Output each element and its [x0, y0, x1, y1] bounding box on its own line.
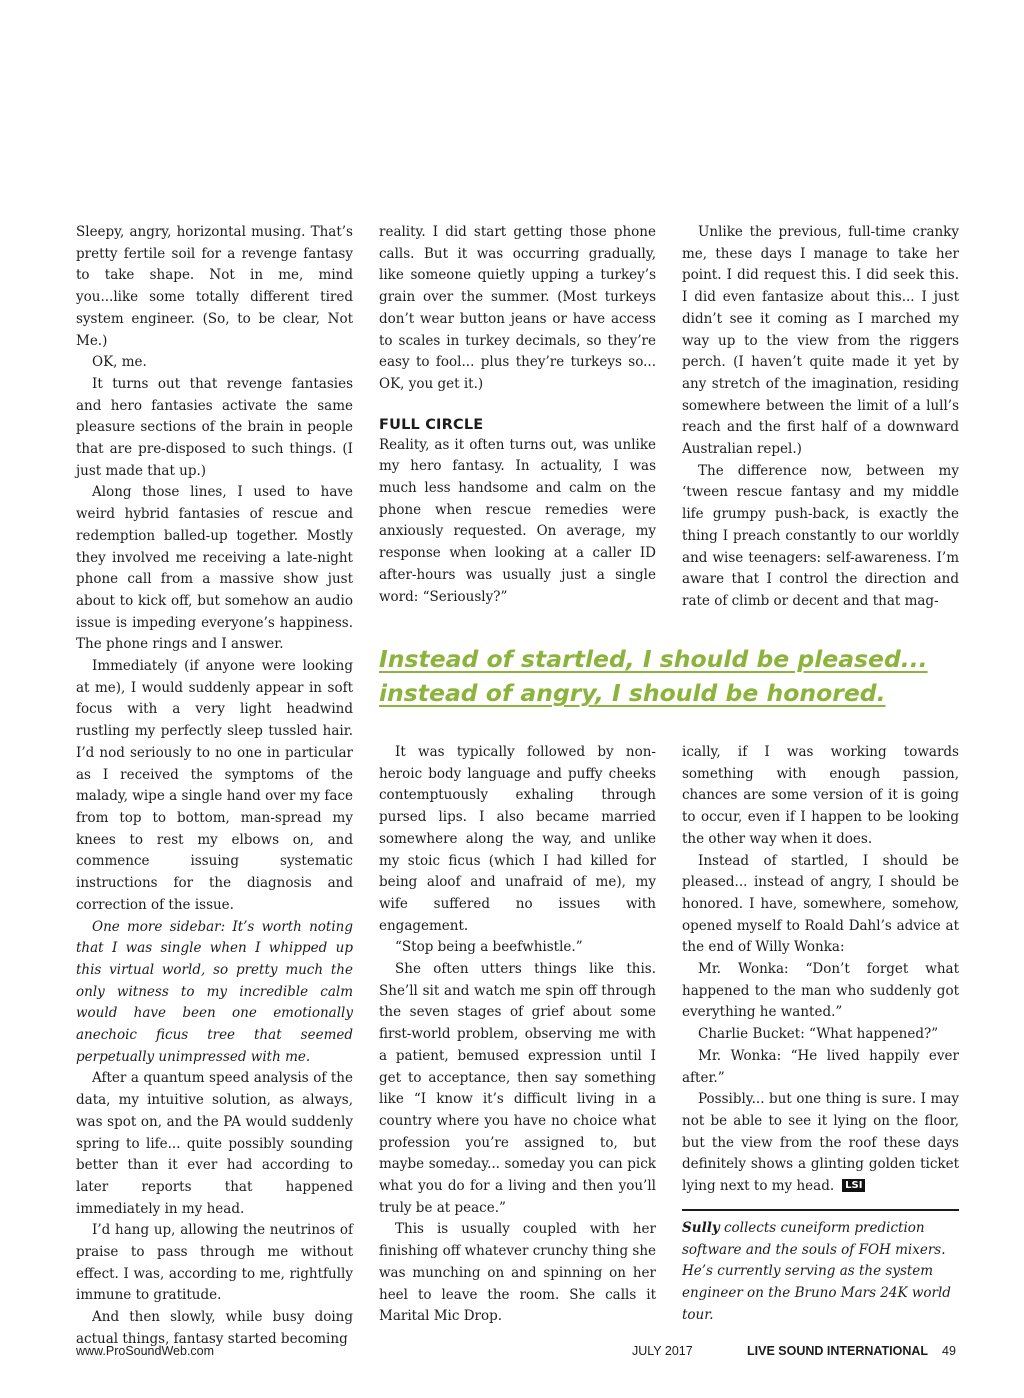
paragraph: It was typically followed by non-heroic body language and puffy cheeks contemptuously exhaling through pursed lips. I also became married somewhere along the way, and unlike my stoic ficus (which I had killed for being aloof and unafraid of me), my wife suffered no issues with engagement.: [379, 744, 656, 934]
paragraph: And then slowly, while busy doing actual things, fantasy started becoming: [76, 1309, 353, 1347]
pull-quote-line-2: instead of angry, I should be honored.: [379, 679, 886, 707]
footer-date: JULY 2017: [632, 1344, 693, 1358]
paragraph: I’d hang up, allowing the neutrinos of praise to pass through me without effect. I was, according to me, rightfully immune to gratitude.: [76, 1222, 353, 1304]
paragraph: The difference now, between my ‘tween rescue fantasy and my middle life grumpy push-back, is exactly the thing I preach constantly to our worldly and wise teenagers: self-awareness. I’m aware that I control the direction and rate of climb or decent and that mag-: [682, 462, 959, 609]
paragraph: She often utters things like this. She’ll sit and watch me spin off through the seven stages of grief about some first-world problem, observing me with a patient, bemused expression until I get to acceptance, then say something like “I know it’s difficult living in a country where you have no choice what profession you’re assigned to, but maybe someday... someday you can pick what you do for a living and then you’ll truly be at peace.”: [379, 961, 656, 1216]
author-name: Sully: [682, 1220, 720, 1236]
paragraph: Sleepy, angry, horizontal musing. That’s pretty fertile soil for a revenge fantasy to take shape. Not in me, mind you...like some totally different tired system engineer. (So, to be clear, Not Me.): [76, 224, 353, 349]
paragraph: Charlie Bucket: “What happened?”: [698, 1026, 939, 1043]
footer-magazine-title: LIVE SOUND INTERNATIONAL: [747, 1344, 929, 1358]
paragraph: “Stop being a beefwhistle.”: [395, 939, 583, 956]
paragraph: Instead of startled, I should be pleased... instead of angry, I should be honored. I have, somewhere, somehow, opened myself to Roald Dahl’s advice at the end of Willy Wonka:: [682, 852, 959, 956]
paragraph: [682, 1089, 959, 1198]
paragraph-text: Possibly... but one thing is sure. I may not be able to see it lying on the floor, but the view from the roof these days definitely shows a glinting golden ticket lying next to my head.: [682, 1091, 959, 1195]
footer-url: www.ProSoundWeb.com: [76, 1344, 215, 1358]
article-column-2: [379, 222, 656, 608]
bio-divider: [682, 1209, 959, 1211]
paragraph: ically, if I was working towards something with enough passion, chances are some version of it is going to occur, even if I happen to be looking the other way when it does.: [682, 744, 959, 847]
paragraph: Mr. Wonka: “He lived happily ever after.”: [682, 1047, 959, 1086]
section-subhead: FULL CIRCLE: [379, 416, 484, 433]
author-bio: [682, 1218, 959, 1327]
paragraph: reality. I did start getting those phone calls. But it was occurring gradually, like someone quietly upping a turkey’s grain over the summer. (Most turkeys don’t wear button jeans or have access to scales in turkey decimals, so they’re easy to fool... plus they’re turkeys so... OK, you get it.): [379, 224, 656, 392]
page-number: 49: [942, 1344, 956, 1358]
end-mark-logo: LSI: [842, 1179, 865, 1192]
paragraph: Mr. Wonka: “Don’t forget what happened to the man who suddenly got everything he wanted.”: [682, 961, 959, 1021]
paragraph: It turns out that revenge fantasies and hero fantasies activate the same pleasure sections of the brain in people that are pre-disposed to such things. (I just made that up.): [76, 375, 353, 479]
paragraph: Immediately (if anyone were looking at me), I would suddenly appear in soft focus with a very light headwind rustling my perfectly sleep tussled hair. I’d nod seriously to no one in particular as I received the symptoms of the malady, wipe a single hand over my face from top to bottom, man-spread my knees to rest my elbows on, and commence issuing systematic instructions for the diagnosis and correction of the issue.: [76, 658, 353, 913]
pull-quote-line-1: Instead of startled, I should be pleased...: [379, 645, 928, 673]
paragraph: Reality, as it often turns out, was unlike my hero fantasy. In actuality, I was much less handsome and calm on the phone when rescue remedies were anxiously requested. On average, my response when looking at a caller ID after-hours was usually just a single word: “Seriously?”: [379, 436, 656, 605]
article-column-1: [76, 222, 353, 1351]
article-column-3: [682, 222, 959, 613]
paragraph: This is usually coupled with her finishing off whatever crunchy thing she was munching on and spinning on her heel to leave the room. She calls it Marital Mic Drop.: [379, 1221, 656, 1325]
pull-quote: [379, 642, 969, 710]
paragraph: After a quantum speed analysis of the data, my intuitive solution, as always, was spot on, and the PA would suddenly spring to life... quite possibly sounding better than it ever had according to later reports that happened immediately in my head.: [76, 1070, 353, 1217]
article-column-3-lower: [682, 742, 959, 1198]
paragraph: Unlike the previous, full-time cranky me, these days I manage to take her point. I did request this. I did seek this. I did even fantasize about this... I just didn’t see it coming as I marched my way up to the view from the riggers perch. (I haven’t quite made it yet by any stretch of the imagination, residing somewhere between the limit of a lull’s reach and the first half of a downward Australian repel.): [682, 224, 959, 458]
author-bio-text: collects cuneiform prediction software and the souls of FOH mixers. He’s currently serving as the system engineer on the Bruno Mars 24K world tour.: [682, 1220, 951, 1323]
sidebar-paragraph: One more sidebar: It’s worth noting that I was single when I whipped up this virtual world, so pretty much the only witness to my incredible calm would have been one emotionally anechoic ficus tree that seemed perpetually unimpressed with me.: [76, 918, 353, 1065]
paragraph: Along those lines, I used to have weird hybrid fantasies of rescue and redemption balled-up together. Mostly they involved me receiving a late-night phone call from a massive show just about to kick off, but somehow an audio issue is impeding everyone’s happiness. The phone rings and I answer.: [76, 484, 353, 653]
paragraph: OK, me.: [92, 354, 147, 371]
article-column-2-lower: [379, 742, 656, 1328]
